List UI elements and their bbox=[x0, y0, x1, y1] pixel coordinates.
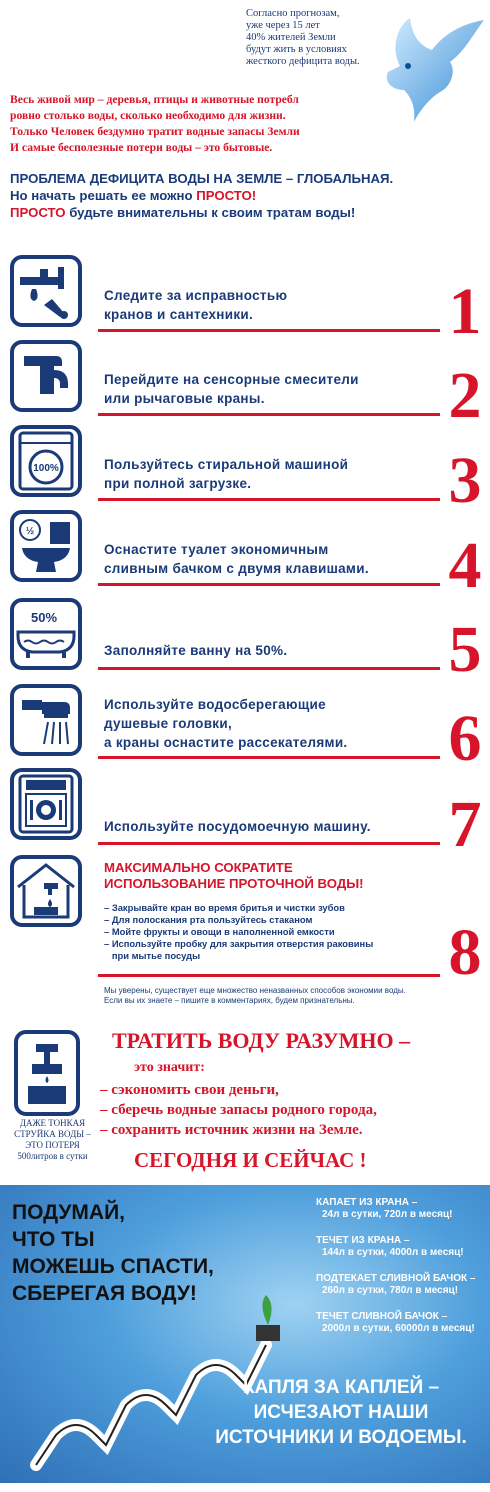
footnote: Мы уверены, существует еще множество неназванных способов экономии воды. Если вы их знаете – пишите в комментариях, будем признательны. bbox=[104, 986, 406, 1005]
tip-8-divider bbox=[98, 974, 440, 977]
tip-5-number: 5 bbox=[448, 613, 482, 686]
tip-8-number: 8 bbox=[448, 916, 482, 989]
forecast-text: Согласно прогнозам, уже через 15 лет 40% жителей Земли будут жить в условиях жесткого дефицита воды. bbox=[246, 8, 360, 67]
tip-2-divider bbox=[98, 413, 440, 416]
list-item: ПОДТЕКАЕТ СЛИВНОЙ БАЧОК – 260л в сутки, 780л в месяц! bbox=[316, 1273, 476, 1296]
list-item: – сэкономить свои деньги, bbox=[100, 1082, 279, 1098]
list-item: – Для полоскания рта пользуйтесь стаканом bbox=[104, 914, 313, 925]
list-item: при мытье посуды bbox=[104, 950, 201, 961]
tip-3-divider bbox=[98, 498, 440, 501]
tip-1-number: 1 bbox=[448, 275, 482, 348]
toilet-badge: ½ bbox=[25, 526, 35, 537]
poster-bottom-text: КАПЛЯ ЗА КАПЛЕЙ – ИСЧЕЗАЮТ НАШИ ИСТОЧНИКИ И ВОДОЕМЫ. bbox=[215, 1377, 467, 1448]
tip-7-text: Используйте посудомоечную машину. bbox=[104, 819, 371, 834]
list-item: ТЕЧЕТ СЛИВНОЙ БАЧОК – 2000л в сутки, 60000л в месяц! bbox=[316, 1311, 475, 1334]
house-tap-icon bbox=[10, 855, 82, 927]
list-item: – Мойте фрукты и овощи в наполненной емкости bbox=[104, 926, 335, 937]
tip-5-text: Заполняйте ванну на 50%. bbox=[104, 643, 288, 658]
list-item: ТЕЧЕТ ИЗ КРАНА – 144л в сутки, 4000л в месяц! bbox=[316, 1235, 464, 1258]
tip-4-number: 4 bbox=[448, 529, 482, 602]
list-item: КАПАЕТ ИЗ КРАНА – 24л в сутки, 720л в месяц! bbox=[316, 1197, 453, 1220]
tap-caption: ДАЖЕ ТОНКАЯ СТРУЙКА ВОДЫ – ЭТО ПОТЕРЯ 500литров в сутки bbox=[14, 1118, 91, 1161]
problem-statement: ПРОБЛЕМА ДЕФИЦИТА ВОДЫ НА ЗЕМЛЕ – ГЛОБАЛЬНАЯ. Но начать решать ее можно ПРОСТО! ПРОСТО будьте внимательны к своим тратам воды! bbox=[10, 171, 394, 220]
shower-icon bbox=[10, 684, 82, 756]
means-label: это значит: bbox=[134, 1060, 205, 1075]
tip-1-text: Следите за исправностью кранов и сантехники. bbox=[104, 288, 288, 322]
tip-3-text: Пользуйтесь стиральной машиной при полной загрузке. bbox=[104, 457, 349, 491]
tip-3-number: 3 bbox=[448, 444, 482, 517]
faucet-icon bbox=[10, 340, 82, 412]
dishwasher-icon bbox=[10, 768, 82, 840]
list-item: – сберечь водные запасы родного города, bbox=[100, 1102, 377, 1118]
tip-2-number: 2 bbox=[448, 359, 482, 432]
slogan: ТРАТИТЬ ВОДУ РАЗУМНО – bbox=[112, 1028, 411, 1053]
toilet-icon bbox=[10, 510, 82, 582]
tip-6-number: 6 bbox=[448, 702, 482, 775]
dripping-tap-icon bbox=[14, 1030, 80, 1116]
tip-7-divider bbox=[98, 842, 440, 845]
today-slogan: СЕГОДНЯ И СЕЙЧАС ! bbox=[134, 1148, 367, 1172]
list-item: – Закрывайте кран во время бритья и чистки зубов bbox=[104, 902, 345, 913]
tip-4-text: Оснастите туалет экономичным сливным бачком с двумя клавишами. bbox=[104, 542, 369, 576]
washing-machine-badge: 100% bbox=[33, 463, 59, 474]
list-item: – сохранить источник жизни на Земле. bbox=[100, 1122, 363, 1138]
tip-4-divider bbox=[98, 583, 440, 586]
tip-8-title: МАКСИМАЛЬНО СОКРАТИТЕ ИСПОЛЬЗОВАНИЕ ПРОТОЧНОЙ ВОДЫ! bbox=[104, 860, 364, 891]
tip-2-text: Перейдите на сенсорные смесители или рычаговые краны. bbox=[104, 372, 359, 406]
tip-8-list bbox=[104, 902, 373, 962]
tip-6-text: Используйте водосберегающие душевые головки, а краны оснастите рассекателями. bbox=[104, 697, 348, 750]
benefits-list bbox=[100, 1080, 377, 1140]
poster bbox=[0, 1185, 490, 1483]
plumbing-icon bbox=[10, 255, 82, 327]
tip-7-number: 7 bbox=[448, 788, 482, 861]
poster-headline: ПОДУМАЙ, ЧТО ТЫ МОЖЕШЬ СПАСТИ, СБЕРЕГАЯ ВОДУ! bbox=[12, 1201, 214, 1305]
washing-machine-icon bbox=[10, 425, 82, 497]
tip-5-divider bbox=[98, 667, 440, 670]
tip-1-divider bbox=[98, 329, 440, 332]
tip-6-divider bbox=[98, 756, 440, 759]
water-bird-icon bbox=[380, 6, 488, 126]
leak-stats bbox=[316, 1197, 486, 1349]
list-item: – Используйте пробку для закрытия отверстия раковины bbox=[104, 938, 374, 949]
intro-text: Весь живой мир – деревья, птицы и животные потребл ровно столько воды, сколько необходимо для жизни. Только Человек бездумно тратит водные запасы Земли И самые бесполезные потери воды – это бытовые. bbox=[10, 93, 300, 154]
bathtub-badge: 50% bbox=[30, 610, 58, 625]
bathtub-icon bbox=[10, 598, 82, 670]
